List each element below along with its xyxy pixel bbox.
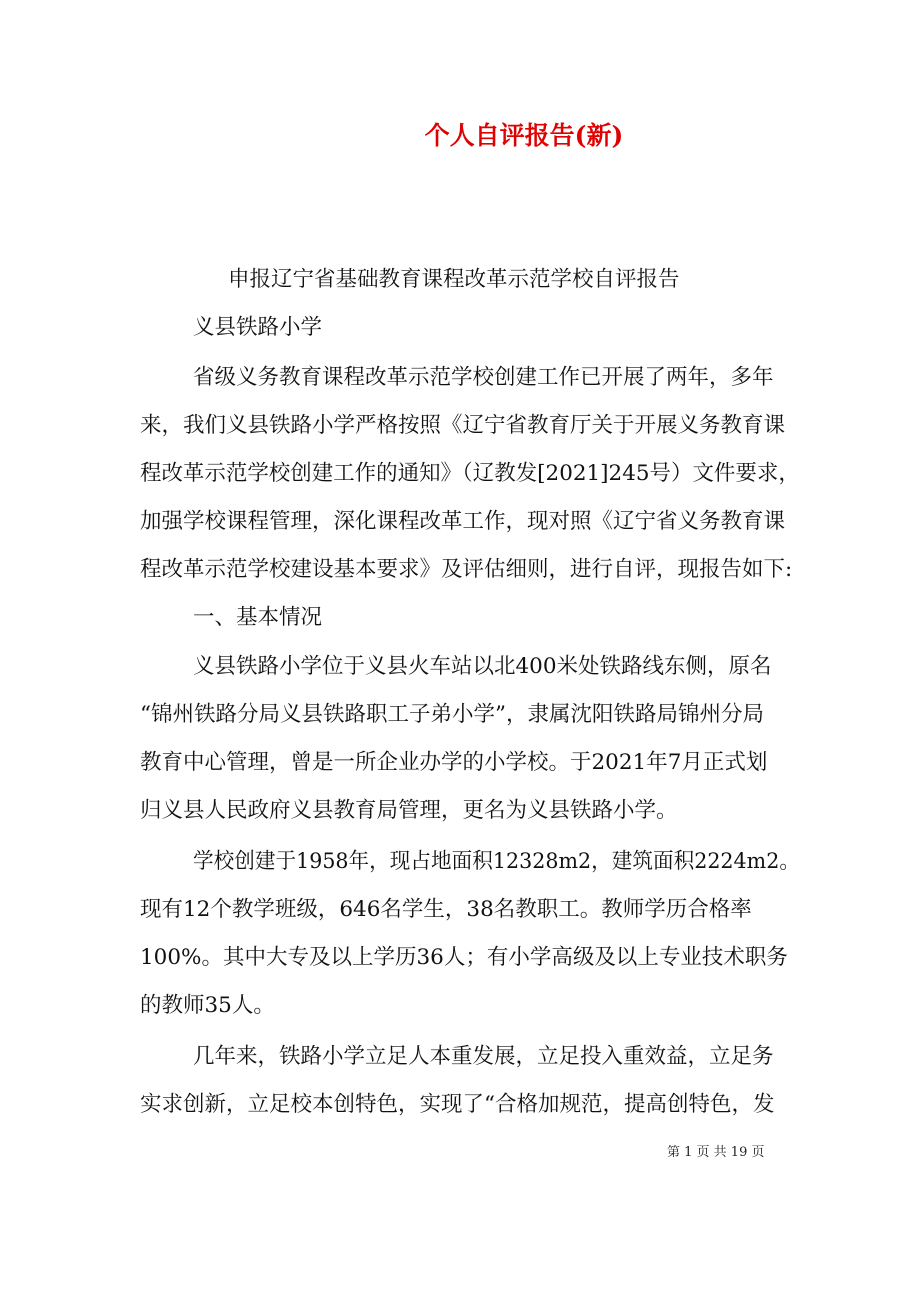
- paragraph-line: 程改革示范学校创建工作的通知》（辽教发[2021]245号）文件要求，: [140, 461, 800, 486]
- report-subtitle: 申报辽宁省基础教育课程改革示范学校自评报告: [228, 267, 680, 292]
- paragraph-line: 100%。其中大专及以上学历36人；有小学高级及以上专业技术职务: [140, 945, 788, 970]
- document-title: 个人自评报告(新): [424, 121, 624, 150]
- paragraph-line: 来，我们义县铁路小学严格按照《辽宁省教育厅关于开展义务教育课: [140, 413, 786, 438]
- paragraph-line: 实求创新，立足校本创特色，实现了“合格加规范，提高创特色，发: [140, 1092, 775, 1117]
- paragraph-line: 义县铁路小学位于义县火车站以北400米处铁路线东侧，原名: [193, 654, 772, 679]
- school-name: 义县铁路小学: [193, 315, 323, 340]
- paragraph-line: 加强学校课程管理，深化课程改革工作，现对照《辽宁省义务教育课: [140, 509, 786, 534]
- page-footer: 第 1 页 共 19 页: [667, 1145, 765, 1160]
- paragraph-line: 省级义务教育课程改革示范学校创建工作已开展了两年，多年: [193, 365, 774, 390]
- paragraph-line: 几年来，铁路小学立足人本重发展，立足投入重效益，立足务: [193, 1044, 774, 1069]
- paragraph-line: 学校创建于1958年，现占地面积12328m2，建筑面积2224m2。: [193, 849, 800, 874]
- paragraph-line: 程改革示范学校建设基本要求》及评估细则，进行自评，现报告如下:: [140, 557, 793, 582]
- paragraph-line: “锦州铁路分局义县铁路职工子弟小学”，隶属沈阳铁路局锦州分局: [140, 702, 764, 727]
- paragraph-line: 归义县人民政府义县教育局管理，更名为义县铁路小学。: [140, 798, 678, 823]
- paragraph-line: 教育中心管理，曾是一所企业办学的小学校。于2021年7月正式划: [140, 750, 768, 775]
- section-heading: 一、基本情况: [193, 605, 323, 630]
- paragraph-line: 现有12个教学班级，646名学生，38名教职工。教师学历合格率: [140, 897, 752, 922]
- paragraph-line: 的教师35人。: [140, 993, 275, 1018]
